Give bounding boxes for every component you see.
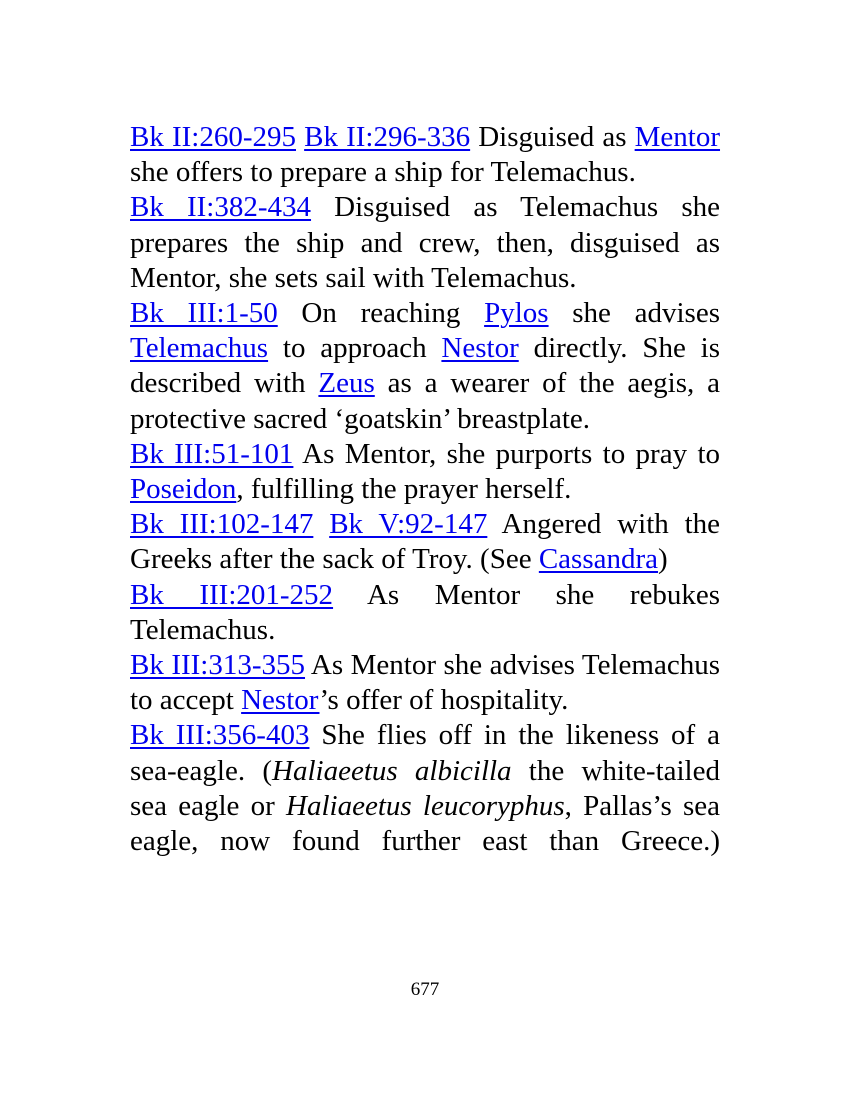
link-bk-ii-296-336[interactable]: Bk II:296-336 (304, 121, 471, 153)
entry-text: Disguised as (470, 121, 635, 153)
entry-text: , Pallas’s sea eagle, now found further east than Greece.) (130, 789, 720, 858)
link-nestor[interactable]: Nestor (241, 684, 320, 717)
species-name: Haliaeetus albicilla (272, 754, 512, 787)
entry-3 (130, 296, 720, 437)
link-bk-v-92-147[interactable]: Bk V:92-147 (329, 508, 488, 541)
entry-1 (130, 120, 720, 190)
page-number: 677 (410, 979, 440, 1000)
entry-text: ’s offer of hospitality. (319, 684, 569, 717)
entry-text: she offers to prepare a ship for Telemachus. (130, 156, 636, 189)
entry-text: Angered with the Greeks after the sack of Troy. (See (130, 508, 721, 576)
entry-text: As Mentor she advises Telemachus to accept (130, 649, 720, 717)
link-poseidon[interactable]: Poseidon (130, 473, 237, 506)
entry-5 (130, 507, 720, 577)
entry-4 (130, 437, 720, 507)
entry-text: As Mentor, she purports to pray to (293, 437, 721, 470)
link-bk-iii-51-101[interactable]: Bk III:51-101 (130, 437, 294, 470)
species-name: Haliaeetus leucoryphus (286, 789, 565, 822)
link-bk-ii-260-295[interactable]: Bk II:260-295 (130, 121, 296, 153)
link-bk-iii-313-355[interactable]: Bk III:313-355 (130, 649, 306, 682)
entry-text: On reaching (277, 297, 485, 330)
entry-7 (130, 648, 720, 718)
entry-6 (130, 578, 720, 648)
entry-text: directly. She is described with (130, 332, 720, 400)
link-mentor[interactable]: Mentor (634, 121, 721, 153)
entry-text: to approach (268, 332, 442, 365)
entry-text (296, 121, 304, 153)
link-bk-ii-382-434[interactable]: Bk II:382-434 (130, 191, 312, 224)
link-zeus[interactable]: Zeus (318, 367, 375, 400)
entry-2 (130, 190, 720, 296)
link-cassandra[interactable]: Cassandra (538, 543, 659, 576)
entry-8 (130, 718, 720, 859)
link-telemachus[interactable]: Telemachus (130, 332, 269, 365)
link-bk-iii-1-50[interactable]: Bk III:1-50 (130, 297, 278, 330)
entry-text: ) (658, 543, 668, 576)
entry-text: Disguised as Telemachus she prepares the ship and crew, then, disguised as Mentor, she sets sail with Telemachus. (130, 191, 720, 294)
page-body (130, 120, 720, 859)
link-pylos[interactable]: Pylos (484, 297, 549, 330)
link-bk-iii-102-147[interactable]: Bk III:102-147 (130, 508, 314, 541)
entry-text: As Mentor she rebukes Telemachus. (130, 578, 721, 646)
entry-text (313, 508, 329, 540)
link-bk-iii-356-403[interactable]: Bk III:356-403 (130, 719, 310, 752)
entry-text: as a wearer of the aegis, a protective sacred ‘goatskin’ breastplate. (130, 367, 721, 435)
entry-text: the white-tailed sea eagle or (130, 754, 720, 822)
link-nestor[interactable]: Nestor (441, 332, 519, 365)
entry-text: , fulfilling the prayer herself. (236, 473, 572, 506)
entry-text: she advises (548, 297, 720, 330)
link-bk-iii-201-252[interactable]: Bk III:201-252 (130, 578, 334, 611)
entry-text: She flies off in the likeness of a sea-eagle. ( (130, 719, 720, 787)
